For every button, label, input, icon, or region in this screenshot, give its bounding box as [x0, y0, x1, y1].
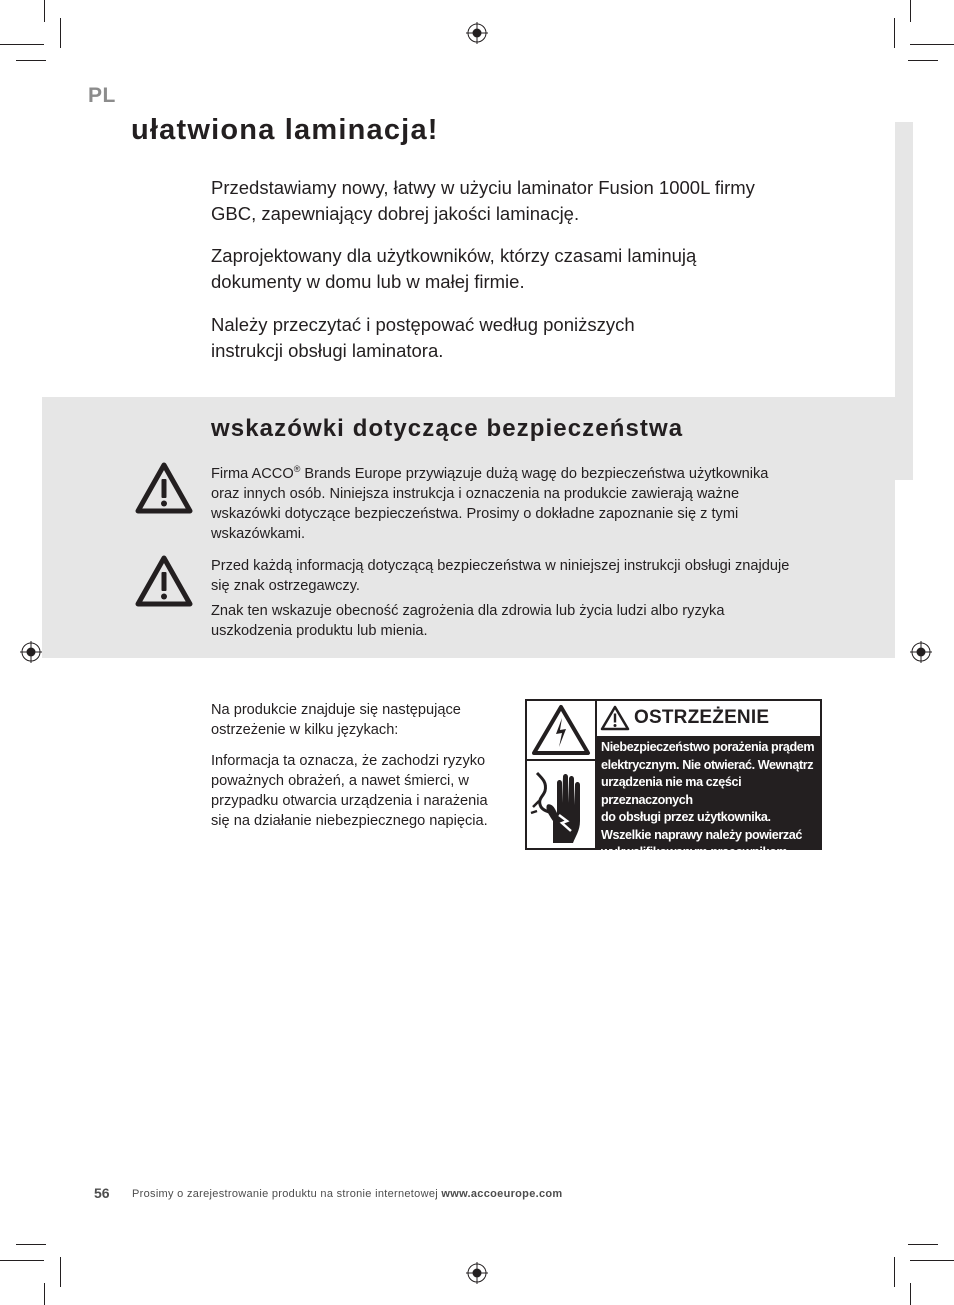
high-voltage-icon: [531, 704, 591, 756]
safety-paragraph-3: Znak ten wskazuje obecność zagrożenia dla zdrowia lub życia ludzi albo ryzyka uszkodzenia produktu lub mienia.: [211, 603, 725, 639]
label-heading: OSTRZEŻENIE: [634, 707, 770, 728]
label-warning-text: [597, 736, 820, 877]
registration-mark-icon: [466, 1262, 488, 1284]
label-line: Niebezpieczeństwo porażenia prądem: [601, 740, 815, 754]
footer-note: Prosimy o zarejestrowanie produktu na stronie internetowej www.accoeurope.com: [132, 1188, 563, 1200]
language-code: PL: [88, 84, 116, 107]
label-header: [597, 701, 820, 735]
page-title: ułatwiona laminacja!: [131, 114, 439, 146]
page-number: 56: [94, 1185, 110, 1201]
registration-mark-icon: [910, 641, 932, 663]
label-line: wykwalifikowanym pracownikom serwisu.: [601, 845, 788, 877]
lower-paragraph-1: Na produkcie znajduje się następujące ostrzeżenie w kilku językach:: [211, 702, 461, 738]
warning-triangle-icon: [135, 462, 193, 514]
electric-shock-hand-icon: [529, 763, 593, 847]
warning-triangle-icon: [600, 705, 630, 731]
registration-mark-icon: [20, 641, 42, 663]
label-line: urządzenia nie ma części przeznaczonych: [601, 775, 742, 807]
registration-mark-icon: [466, 22, 488, 44]
lower-paragraph-2: Informacja ta oznacza, że zachodzi ryzyko poważnych obrażeń, a nawet śmierci, w przypadku otwarcia urządzenia i narażenia się na działanie niebezpiecznego napięcia.: [211, 753, 488, 829]
label-line: Wszelkie naprawy należy powierzać: [601, 827, 802, 842]
label-line: elektrycznym. Nie otwierać. Wewnątrz: [601, 757, 814, 772]
intro-paragraph-2: Zaprojektowany dla użytkowników, którzy czasami laminują dokumenty w domu lub w małej firmie.: [211, 245, 697, 292]
safety-title: wskazówki dotyczące bezpieczeństwa: [211, 415, 684, 442]
label-icon-column: [527, 701, 597, 848]
safety-paragraph-2: Przed każdą informacją dotyczącą bezpieczeństwa w niniejszej instrukcji obsługi znajduje się znak ostrzegawczy.: [211, 558, 790, 594]
safety-paragraph-1: Firma ACCO® Brands Europe przywiązuje dużą wagę do bezpieczeństwa użytkownika oraz innych osób. Niniejsza instrukcja i oznaczenia na produkcie zawierają ważne wskazówki dotyczące bezpieczeństwa. Prosimy o dokładne zapoznanie się z tymi wskazówkami.: [211, 464, 769, 542]
intro-paragraph-3: Należy przeczytać i postępować według poniższych instrukcji obsługi laminatora.: [211, 314, 635, 361]
label-line: do obsługi przez użytkownika.: [601, 810, 771, 824]
footer-url[interactable]: www.accoeurope.com: [441, 1188, 563, 1200]
warning-triangle-icon: [135, 555, 193, 607]
intro-paragraph-1: Przedstawiamy nowy, łatwy w użyciu laminator Fusion 1000L firmy GBC, zapewniający dobrej jakości laminację.: [211, 177, 755, 224]
warning-label: [525, 699, 822, 877]
side-bar: [895, 122, 913, 480]
